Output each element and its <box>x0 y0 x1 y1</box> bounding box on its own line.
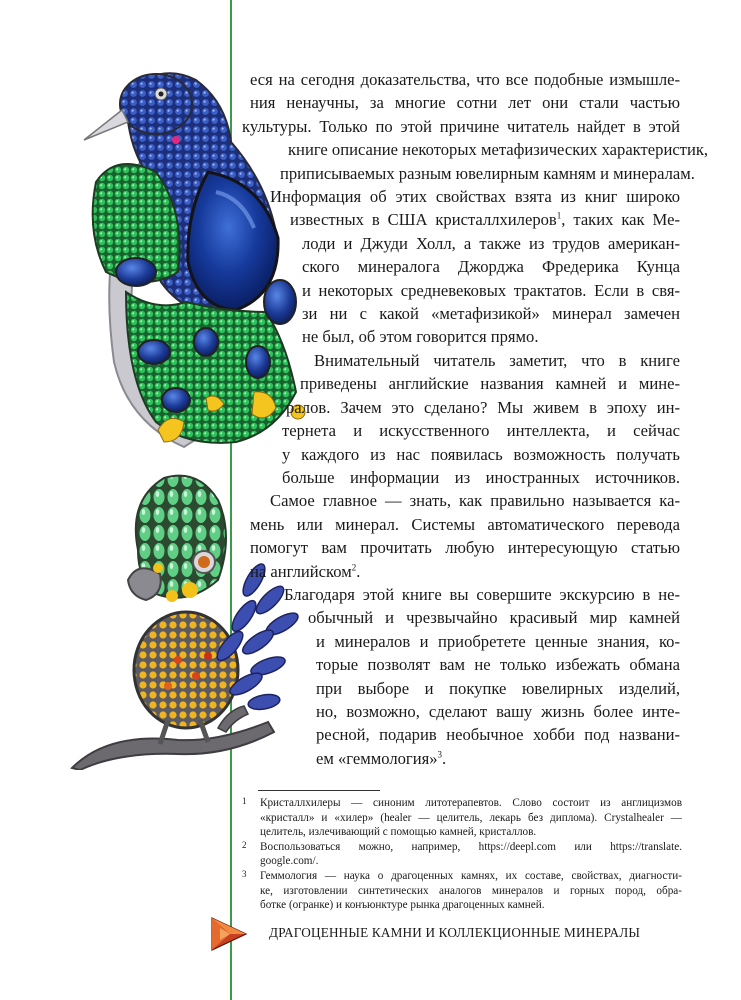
text-line: ресной, подарив необычное хобби под названи- <box>316 725 680 745</box>
text-line: и некоторых средневековых трактатов. Если в свя- <box>302 280 680 300</box>
text-line: и минералов и приобретете ценные знания, ко- <box>316 631 680 651</box>
text-line: лоди и Джуди Холл, а также из трудов американ- <box>302 233 680 253</box>
footnote <box>242 869 682 913</box>
footnote-ref-3[interactable]: 3 <box>437 749 443 760</box>
text-line: при выборе и покупке ювелирных изделий, <box>316 678 680 698</box>
text-line: ского минералога Джорджа Фредерика Кунца <box>302 257 680 277</box>
text-line: мень или минерал. Системы автоматического перевода <box>250 514 680 534</box>
text-line: но, возможно, сделают вашу жизнь более инте- <box>316 701 680 721</box>
text-line: ралов. Зачем это сделано? Мы живем в эпоху ин- <box>286 397 680 417</box>
text-fragment: , таких как Ме- <box>561 210 680 230</box>
footnote-number: 1 <box>242 796 247 806</box>
text-line: торые позволят вам не только избежать обмана <box>316 655 680 675</box>
text-line: книге описание некоторых метафизических характеристик, <box>288 140 709 160</box>
gem-marker-icon <box>210 914 248 952</box>
text-fragment: . <box>442 748 447 768</box>
footnote-line: ке, изготовлении синтетических аналогов минералов и горных пород, обра- <box>260 884 682 897</box>
footnote-line: «кристалл» и «хилер» (healer — целитель, лекарь без диплома). Crystalhealer — <box>260 811 682 824</box>
text-line: Благодаря этой книге вы совершите экскурсию в не- <box>284 584 680 604</box>
text-line: не был, об этом говорится прямо. <box>302 327 539 347</box>
footnote-line: Кристаллхилеры — синоним литотерапевтов. Слово состоит из англицизмов <box>260 797 682 809</box>
text-line: культуры. Только по этой причине читатель найдет в этой <box>242 116 680 136</box>
text-line: обычный и чрезвычайно красивый мир камней <box>308 608 680 628</box>
footnote-number: 2 <box>242 839 247 850</box>
text-line <box>230 747 680 770</box>
footnote-number: 3 <box>242 868 247 879</box>
text-line: тернета и искусственного интеллекта, и сейчас <box>282 421 680 441</box>
footnote-ref-1[interactable]: 1 <box>556 210 562 221</box>
text-line: Самое главное — знать, как правильно называется ка- <box>270 491 680 511</box>
text-fragment: . <box>356 561 361 581</box>
text-line: больше информации из иностранных источников. <box>282 467 680 487</box>
text-line <box>230 560 680 583</box>
footnote-line: ботке (огранке) и конъюнктуре рынка драгоценных камней. <box>260 899 545 912</box>
footnote-line: Воспользоваться можно, например, https://deepl.com или https://translate. <box>260 840 682 853</box>
text-fragment: ем «геммология» <box>316 748 438 768</box>
footnote <box>242 840 682 869</box>
footnote-line: Геммология — наука о драгоценных камнях, их составе, свойствах, диагности- <box>260 869 682 882</box>
footnote-separator <box>258 790 380 791</box>
text-line: Информация об этих свойствах взята из книг широко <box>270 187 680 207</box>
text-line: у каждого из нас появилась возможность получать <box>282 444 680 464</box>
text-fragment: на английском <box>250 561 352 581</box>
text-line: приведены английские названия камней и мине- <box>300 374 680 394</box>
running-footer: ДРАГОЦЕННЫЕ КАМНИ И КОЛЛЕКЦИОННЫЕ МИНЕРАЛЫ <box>269 925 641 940</box>
footnote <box>242 796 682 840</box>
footnote-line: google.com/. <box>260 855 319 868</box>
text-line: Внимательный читатель заметит, что в книге <box>314 350 680 370</box>
main-text <box>230 68 709 770</box>
text-line: зи ни с какой «метафизикой» минерал замечен <box>302 304 680 324</box>
text-line: помогут вам прочитать любую интересующую статью <box>250 538 680 558</box>
text-line: еся на сегодня доказательства, что все подобные измышле- <box>250 70 680 89</box>
text-fragment: известных в США кристаллхилеров <box>290 210 557 230</box>
footnote-line: целитель, излечивающий с помощью камней, кристаллов. <box>260 826 537 839</box>
footnotes <box>242 796 682 913</box>
text-line <box>230 208 680 231</box>
text-line: приписываемых разным ювелирным камням и минералам. <box>280 163 695 183</box>
footnote-ref-2[interactable]: 2 <box>351 562 357 572</box>
text-line: ния ненаучны, за многие сотни лет они стали частью <box>250 93 680 113</box>
